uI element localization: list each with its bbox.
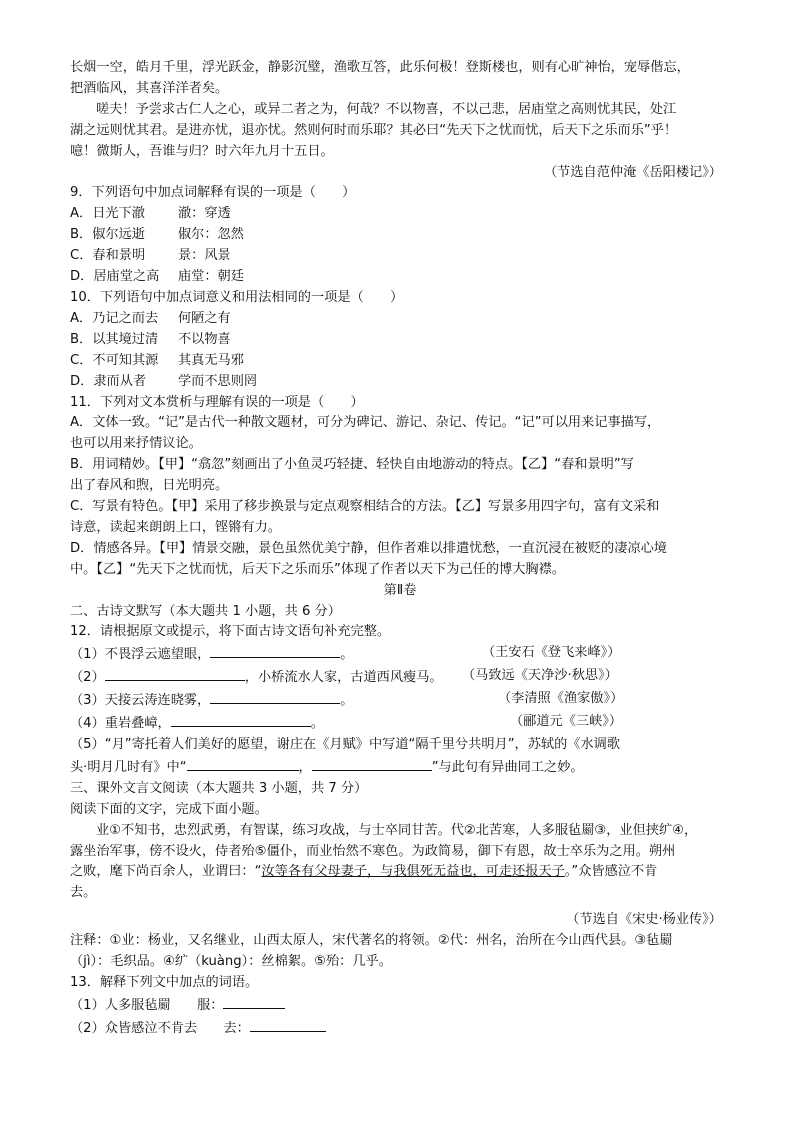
q9-option-b[interactable]: B．俶尔远逝 俶尔：忽然: [70, 227, 244, 243]
answer-blank[interactable]: [171, 712, 311, 727]
answer-blank[interactable]: [187, 756, 299, 771]
q11-option-d-cont: 中。【乙】“先天下之忧而忧，后天下之乐而乐”体现了作者以天下为己任的博大胸襟。: [70, 561, 565, 577]
q10-option-a[interactable]: A．乃记之而去 何陋之有: [70, 310, 231, 326]
answer-blank[interactable]: [105, 666, 245, 681]
answer-blank[interactable]: [210, 643, 340, 658]
annotation-line: 注释：①业：杨业，又名继业，山西太原人，宋代著名的将领。②代：州名，治所在今山西代县。③毡罽: [70, 933, 673, 949]
section-2-heading: 二、古诗文默写（本大题共 1 小题，共 6 分）: [70, 603, 341, 619]
passage-line: 嗟夫！予尝求古仁人之心，或异二者之为，何哉？不以物喜，不以己悲，居庙堂之高则忧其民，处江: [96, 101, 677, 117]
q13-item-1: （1）人多服毡罽 服：: [70, 994, 730, 1017]
passage-line: 露坐治军事，傍不设火，侍者殆⑤僵仆，而业怡然不寒色。为政简易，御下有恩，故士卒乐为之用。朔州: [70, 843, 676, 859]
question-10-stem: 10．下列语句中加点词意义和用法相同的一项是（ ）: [70, 289, 404, 305]
q11-option-b-cont: 出了春风和煦，日光明亮。: [70, 478, 229, 494]
q11-option-c[interactable]: C．写景有特色。【甲】采用了移步换景与定点观察相结合的方法。【乙】写景多用四字句，富有文采和: [70, 499, 660, 515]
passage-line: 业①不知书，忠烈武勇，有智谋，练习攻战，与士卒同甘苦。代②北苦寒，人多服毡罽③，业但挟纩④，: [96, 822, 698, 838]
q11-option-b[interactable]: B．用词精妙。【甲】“翕忽”刻画出了小鱼灵巧轻捷、轻快自由地游动的特点。【乙】“春和景明”写: [70, 457, 634, 473]
annotation-line: （jì）：毛织品。④纩（kuàng）：丝棉絮。⑤殆：几乎。: [70, 954, 392, 970]
item-source: （李清照《渔家傲》）: [498, 691, 624, 707]
q12-item-1: （1）不畏浮云遮望眼， 。 （王安石《登飞来峰》）: [70, 645, 621, 663]
passage-line: 湖之远则忧其君。是进亦忧，退亦忧。然则何时而乐耶？其必曰“先天下之忧而忧，后天下之乐而乐”乎！: [70, 122, 678, 138]
passage-source: （节选自《宋史·杨业传》）: [566, 912, 722, 928]
q10-option-d[interactable]: D．隶而从者 学而不思则罔: [70, 373, 258, 389]
answer-blank[interactable]: [223, 994, 285, 1009]
volume-heading: 第Ⅱ卷: [383, 582, 417, 598]
passage-line: 长烟一空，皓月千里，浮光跃金，静影沉璧，渔歌互答，此乐何极！登斯楼也，则有心旷神怡，宠辱偕忘，: [70, 60, 690, 75]
q11-option-c-cont: 诗意，读起来朗朗上口，铿锵有力。: [70, 519, 281, 535]
question-12-stem: 12．请根据原文或提示，将下面古诗文语句补充完整。: [70, 624, 391, 640]
q11-option-d[interactable]: D．情感各异。【甲】情景交融，景色虽然优美宁静，但作者难以排遣忧愁，一直沉浸在被贬的凄凉心境: [70, 540, 667, 556]
passage-line: 之败，麾下尚百余人，业谓曰：“汝等各有父母妻子，与我俱死无益也，可走还报天子。”众皆感泣不肯: [70, 864, 658, 880]
question-11-stem: 11．下列对文本赏析与理解有误的一项是（ ）: [70, 394, 364, 410]
q13-item-2: （2）众皆感泣不肯去 去：: [70, 1017, 730, 1040]
reading-instruction: 阅读下面的文字，完成下面小题。: [70, 801, 268, 817]
q12-item-2: （2） ，小桥流水人家，古道西风瘦马。 （马致远《天净沙·秋思》）: [70, 668, 618, 686]
q12-item-3: （3）天接云涛连晓雾， 。 （李清照《渔家傲》）: [70, 691, 624, 709]
passage-line: 去。: [70, 885, 97, 901]
q10-option-b[interactable]: B．以其境过清 不以物喜: [70, 331, 231, 347]
item-source: （王安石《登飞来峰》）: [482, 645, 621, 661]
answer-blank[interactable]: [250, 1017, 326, 1032]
exam-page: [70, 58, 730, 1040]
q11-option-a-cont: 也可以用来抒情议论。: [70, 436, 202, 452]
passage-line: 把酒临风，其喜洋洋者矣。: [70, 80, 229, 96]
q12-item-5-cont: 头·明月几时有》中“ ， ”与此句有异曲同工之妙。: [70, 756, 730, 779]
q9-option-d[interactable]: D．居庙堂之高 庙堂：朝廷: [70, 269, 244, 285]
q12-item-4: （4）重岩叠嶂， 。 （郦道元《三峡》）: [70, 714, 623, 732]
q9-option-c[interactable]: C．春和景明 景：风景: [70, 248, 231, 264]
answer-blank[interactable]: [312, 756, 432, 771]
item-source: （马致远《天净沙·秋思》）: [462, 668, 618, 684]
q12-item-5: （5）“月”寄托着人们美好的愿望，谢庄在《月赋》中写道“隔千里兮共明月”，苏轼的《水调歌: [70, 737, 621, 752]
q9-option-a[interactable]: A．日光下澈 澈：穿透: [70, 206, 231, 222]
item-source: （郦道元《三峡》）: [510, 714, 623, 730]
section-3-heading: 三、课外文言文阅读（本大题共 3 小题，共 7 分）: [70, 780, 368, 796]
q11-option-a[interactable]: A．文体一致。“记”是古代一种散文题材，可分为碑记、游记、杂记、传记。“记”可以用来记事描写，: [70, 415, 661, 431]
question-13-stem: 13．解释下列文中加点的词语。: [70, 974, 259, 990]
q10-option-c[interactable]: C．不可知其源 其真无马邪: [70, 352, 244, 368]
passage-line: 噫！微斯人，吾谁与归？时六年九月十五日。: [70, 143, 334, 159]
answer-blank[interactable]: [210, 689, 340, 704]
passage-source: （节选自范仲淹《岳阳楼记》）: [543, 164, 722, 180]
underlined-sentence: 汝等各有父母妻子，与我俱死无益也，可走还报天子: [261, 864, 565, 880]
question-9-stem: 9．下列语句中加点词解释有误的一项是（ ）: [70, 185, 356, 201]
